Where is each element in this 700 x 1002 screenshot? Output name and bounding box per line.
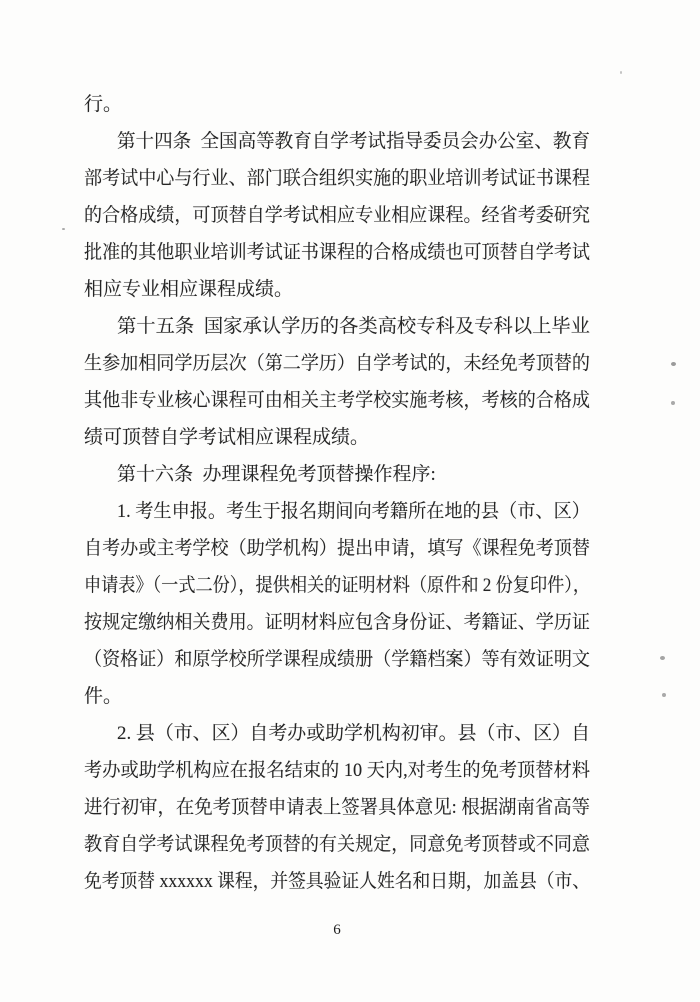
text-line-content: 部考试中心与行业、部门联合组织实施的职业培训考试证书课程	[84, 168, 590, 189]
text-line	[84, 271, 590, 308]
text-line-content: 件。	[84, 686, 123, 707]
text-line-content: 自考办或主考学校（助学机构）提出申请，填写《课程免考顶替	[84, 538, 590, 559]
text-line	[84, 530, 590, 567]
scan-speck	[620, 71, 622, 74]
text-line	[84, 604, 590, 641]
text-line	[84, 752, 590, 789]
text-line-content: 生参加相同学历层次（第二学历）自学考试的，未经免考顶替的	[84, 353, 590, 374]
scan-speck	[662, 693, 666, 697]
text-line	[84, 86, 590, 123]
text-line-content: 申请表》（一式二份），提供相关的证明材料（原件和 2 份复印件），	[84, 575, 590, 596]
text-line	[84, 456, 590, 493]
scan-speck	[671, 401, 675, 405]
text-line	[84, 160, 590, 197]
text-line-content: 按规定缴纳相关费用。证明材料应包含身份证、考籍证、学历证	[84, 612, 590, 633]
text-line	[84, 345, 590, 382]
text-line	[84, 419, 590, 456]
scan-speck	[660, 656, 665, 660]
text-line	[84, 715, 590, 752]
text-line	[84, 197, 590, 234]
text-line	[84, 382, 590, 419]
text-line-content: 相应专业相应课程成绩。	[84, 279, 294, 300]
text-line-content: 行。	[84, 94, 123, 115]
text-line-content: 进行初审，在免考顶替申请表上签署具体意见: 根据湖南省高等	[84, 797, 590, 818]
text-line-content: 的合格成绩，可顶替自学考试相应专业相应课程。经省考委研究	[84, 205, 590, 226]
text-line-content: 免考顶替 xxxxxx 课程，并签具验证人姓名和日期，加盖县（市、	[84, 871, 590, 892]
text-line-content: 第十五条 国家承认学历的各类高校专科及专科以上毕业	[117, 316, 590, 337]
text-line	[84, 567, 590, 604]
text-line-content: 其他非专业核心课程可由相关主考学校实施考核，考核的合格成	[84, 390, 590, 411]
text-line-content: 第十四条 全国高等教育自学考试指导委员会办公室、教育	[117, 131, 590, 152]
scan-speck	[62, 228, 65, 230]
text-line	[84, 789, 590, 826]
text-line-content: 教育自学考试课程免考顶替的有关规定，同意免考顶替或不同意	[84, 834, 590, 855]
text-line	[84, 826, 590, 863]
text-line-content: 考办或助学机构应在报名结束的 10 天内,对考生的免考顶替材料	[84, 760, 590, 781]
text-line-content: 绩可顶替自学考试相应课程成绩。	[84, 427, 370, 448]
page-number: 6	[333, 922, 341, 938]
text-line	[84, 863, 590, 900]
text-line-content: （资格证）和原学校所学课程成绩册（学籍档案）等有效证明文	[84, 649, 590, 670]
text-line	[84, 308, 590, 345]
text-line	[84, 493, 590, 530]
text-line	[84, 123, 590, 160]
text-line	[84, 641, 590, 678]
text-line	[84, 234, 590, 271]
document-text	[84, 86, 590, 900]
text-line-content: 批准的其他职业培训考试证书课程的合格成绩也可顶替自学考试	[84, 242, 590, 263]
text-line-content: 1. 考生申报。考生于报名期间向考籍所在地的县（市、区）	[117, 501, 590, 522]
text-line-content: 2. 县（市、区）自考办或助学机构初审。县（市、区）自	[117, 723, 590, 744]
scan-speck	[671, 362, 676, 366]
text-line-content: 第十六条 办理课程免考顶替操作程序:	[117, 464, 436, 485]
text-line	[84, 678, 590, 715]
